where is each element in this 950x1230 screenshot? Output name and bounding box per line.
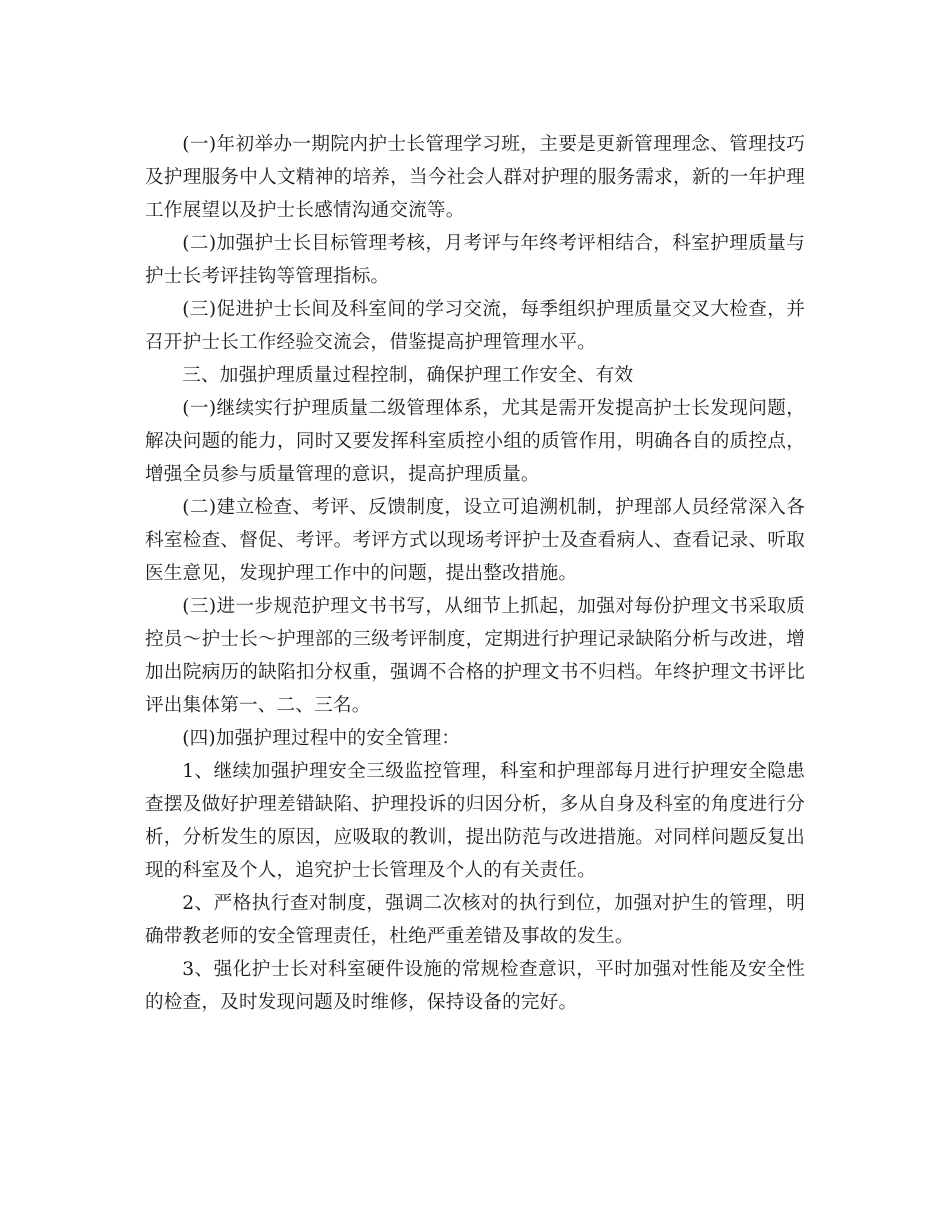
subsection-heading-4: (四)加强护理过程中的安全管理： — [182, 728, 461, 749]
list-item-1: 1、继续加强护理安全三级监控管理，科室和护理部每月进行护理安全隐患查摆及做好护理差错缺陷、护理投诉的归因分析，多从自身及科室的角度进行分析，分析发生的原因，应吸取的教训，提出防范与改进措施。对同样问题反复出现的科室及个人，追究护士长管理及个人的有关责任。 — [145, 761, 805, 881]
paragraph-4: (一)继续实行护理质量二级管理体系，尤其是需开发提高护士长发现问题，解决问题的能力，同时又要发挥科室质控小组的质管作用，明确各自的质控点，增强全员参与质量管理的意识，提高护理质量。 — [145, 398, 805, 485]
section-heading-3: 三、加强护理质量过程控制，确保护理工作安全、有效 — [182, 365, 634, 386]
paragraph-2: (二)加强护士长目标管理考核，月考评与年终考评相结合，科室护理质量与护士长考评挂钩等管理指标。 — [145, 233, 805, 287]
paragraph-3: (三)促进护士长间及科室间的学习交流，每季组织护理质量交叉大检查，并召开护士长工作经验交流会，借鉴提高护理管理水平。 — [145, 299, 805, 353]
paragraph-6: (三)进一步规范护理文书书写，从细节上抓起，加强对每份护理文书采取质控员～护士长～护理部的三级考评制度，定期进行护理记录缺陷分析与改进，增加出院病历的缺陷扣分权重，强调不合格的护理文书不归档。年终护理文书评比评出集体第一、二、三名。 — [145, 596, 805, 716]
paragraph-5: (二)建立检查、考评、反馈制度，设立可追溯机制，护理部人员经常深入各科室检查、督促、考评。考评方式以现场考评护士及查看病人、查看记录、听取医生意见，发现护理工作中的问题，提出整改措施。 — [145, 497, 805, 584]
paragraph-1: (一)年初举办一期院内护士长管理学习班，主要是更新管理理念、管理技巧及护理服务中人文精神的培养，当今社会人群对护理的服务需求，新的一年护理工作展望以及护士长感情沟通交流等。 — [145, 134, 805, 221]
document-body — [145, 128, 805, 1019]
list-item-2: 2、严格执行查对制度，强调二次核对的执行到位，加强对护生的管理，明确带教老师的安全管理责任，杜绝严重差错及事故的发生。 — [145, 893, 805, 947]
list-item-3: 3、强化护士长对科室硬件设施的常规检查意识，平时加强对性能及安全性的检查，及时发现问题及时维修，保持设备的完好。 — [145, 959, 805, 1013]
